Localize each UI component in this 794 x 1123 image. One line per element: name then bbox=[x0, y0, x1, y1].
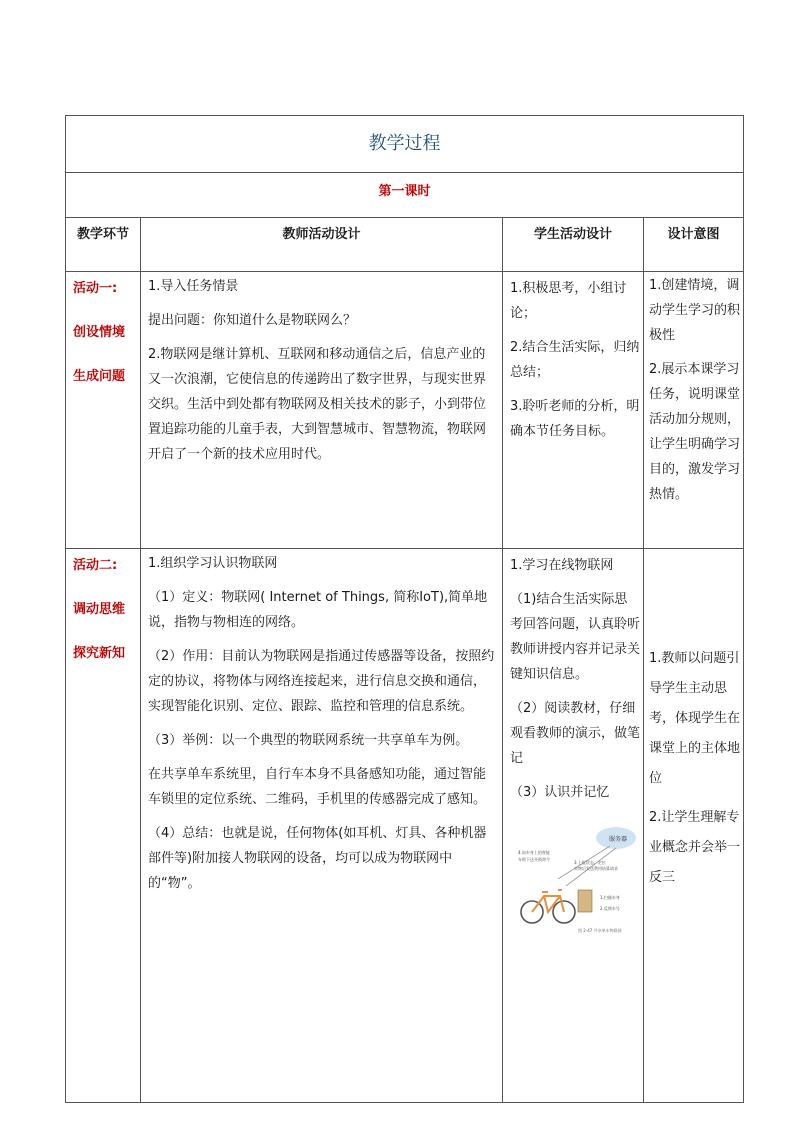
stage-line: 生成问题 bbox=[73, 369, 126, 384]
lesson-period: 第一课时 bbox=[378, 183, 431, 199]
figure-caption: 图 2-47 共享单车物联网 bbox=[578, 928, 622, 933]
stage-line: 探究新知 bbox=[73, 646, 126, 661]
table-title: 教学过程 bbox=[368, 133, 441, 154]
activity1-teacher bbox=[141, 272, 503, 549]
figure-note: 4.向车身上的智能 bbox=[518, 850, 550, 855]
activity1-intent bbox=[644, 272, 744, 549]
teacher-text: （3）举例：以一个典型的物联网系统一共享单车为例。 bbox=[148, 733, 469, 748]
activity2-teacher bbox=[141, 549, 503, 1103]
activity1-student bbox=[503, 272, 644, 549]
activity2-student bbox=[503, 549, 644, 1103]
student-text: （1)结合生活实际思考回答问题，认真聆听教师讲授内容并记录关键知识信息。 bbox=[510, 592, 641, 682]
header-teacher: 教师活动设计 bbox=[141, 218, 503, 272]
student-text: 2.结合生活实际，归纳总结； bbox=[510, 340, 640, 380]
figure-note: 3.上报状态、定位 bbox=[574, 860, 606, 865]
teacher-text: 1.组织学习认识物联网 bbox=[148, 556, 278, 571]
subtitle-cell bbox=[66, 173, 744, 218]
teacher-text: （1）定义：物联网( Internet of Things, 简称IoT),简单地说，指物与物相连的网络。 bbox=[148, 590, 488, 630]
stage-line: 调动思维 bbox=[73, 602, 126, 617]
stage-label: 活动一: bbox=[73, 281, 118, 296]
activity1-stage bbox=[66, 272, 141, 549]
header-intent: 设计意图 bbox=[644, 218, 744, 272]
teacher-text: 1.导入任务情景 bbox=[148, 279, 239, 294]
student-text: （2）阅读教材，仔细观看教师的演示，做笔记 bbox=[510, 701, 641, 766]
figure-step: 2.反馈车号 bbox=[600, 906, 620, 911]
activity2-intent bbox=[644, 549, 744, 1103]
header-stage: 教学环节 bbox=[66, 218, 141, 272]
teacher-text: 提出问题：你知道什么是物联网么？ bbox=[148, 313, 357, 328]
student-text: （3）认识并记忆 bbox=[510, 785, 610, 800]
stage-label: 活动二: bbox=[73, 558, 118, 573]
teacher-text: （2）作用：目前认为物联网是指通过传感器等设备，按照约定的协议，将物体与网络连接起来，进行信息交换和通信，实现智能化识别、定位、跟踪、监控和管理的信息系统。 bbox=[148, 649, 495, 714]
activity2-stage bbox=[66, 549, 141, 1103]
cloud-label: 服务器 bbox=[609, 836, 628, 843]
table-row bbox=[66, 549, 744, 1103]
figure-note: 实物后发送费用结算请求 bbox=[574, 866, 618, 871]
teacher-text: （4）总结：也就是说，任何物体(如耳机、灯具、各种机器部件等)附加接人物联网的设备，均可以成为物联网中的“物”。 bbox=[148, 826, 487, 891]
phone-icon bbox=[578, 890, 592, 912]
student-text: 3.聆听老师的分析，明确本节任务目标。 bbox=[510, 399, 640, 439]
stage-line: 创设情境 bbox=[73, 325, 126, 340]
shared-bike-iot-figure bbox=[518, 824, 636, 944]
intent-text: 1.教师以问题引导学生主动思考，体现学生在课堂上的主体地位 bbox=[649, 651, 741, 786]
intent-text: 1.创建情境，调动学生学习的积极性 bbox=[649, 278, 741, 343]
student-text: 1.学习在线物联网 bbox=[510, 558, 614, 573]
figure-note: 车锁下达开锁命令 bbox=[518, 857, 550, 862]
title-cell bbox=[66, 116, 744, 173]
bike-frame-icon bbox=[532, 890, 564, 912]
intent-text: 2.展示本课学习任务，说明课堂活动加分规则，让学生明确学习目的，激发学习热情。 bbox=[649, 362, 741, 502]
teacher-text: 在共享单车系统里，自行车本身不具备感知功能，通过智能车锁里的定位系统、二维码，手机里的传感器完成了感知。 bbox=[148, 767, 487, 807]
intent-text: 2.让学生理解专业概念并会举一反三 bbox=[649, 810, 741, 885]
teacher-text: 2.物联网是继计算机、互联网和移动通信之后，信息产业的又一次浪潮，它使信息的传递跨出了数字世界，与现实世界交织。生活中到处都有物联网及相关技术的影子，小到带位置追踪功能的儿童手表，大到智慧城市、智慧物流，物联网开启了一个新的技术应用时代。 bbox=[148, 347, 487, 462]
student-text: 1.积极思考，小组讨论； bbox=[510, 281, 627, 321]
lesson-process-table bbox=[65, 115, 744, 1103]
header-student: 学生活动设计 bbox=[503, 218, 644, 272]
figure-step: 1.扫描车身 bbox=[600, 895, 620, 900]
table-row bbox=[66, 272, 744, 549]
